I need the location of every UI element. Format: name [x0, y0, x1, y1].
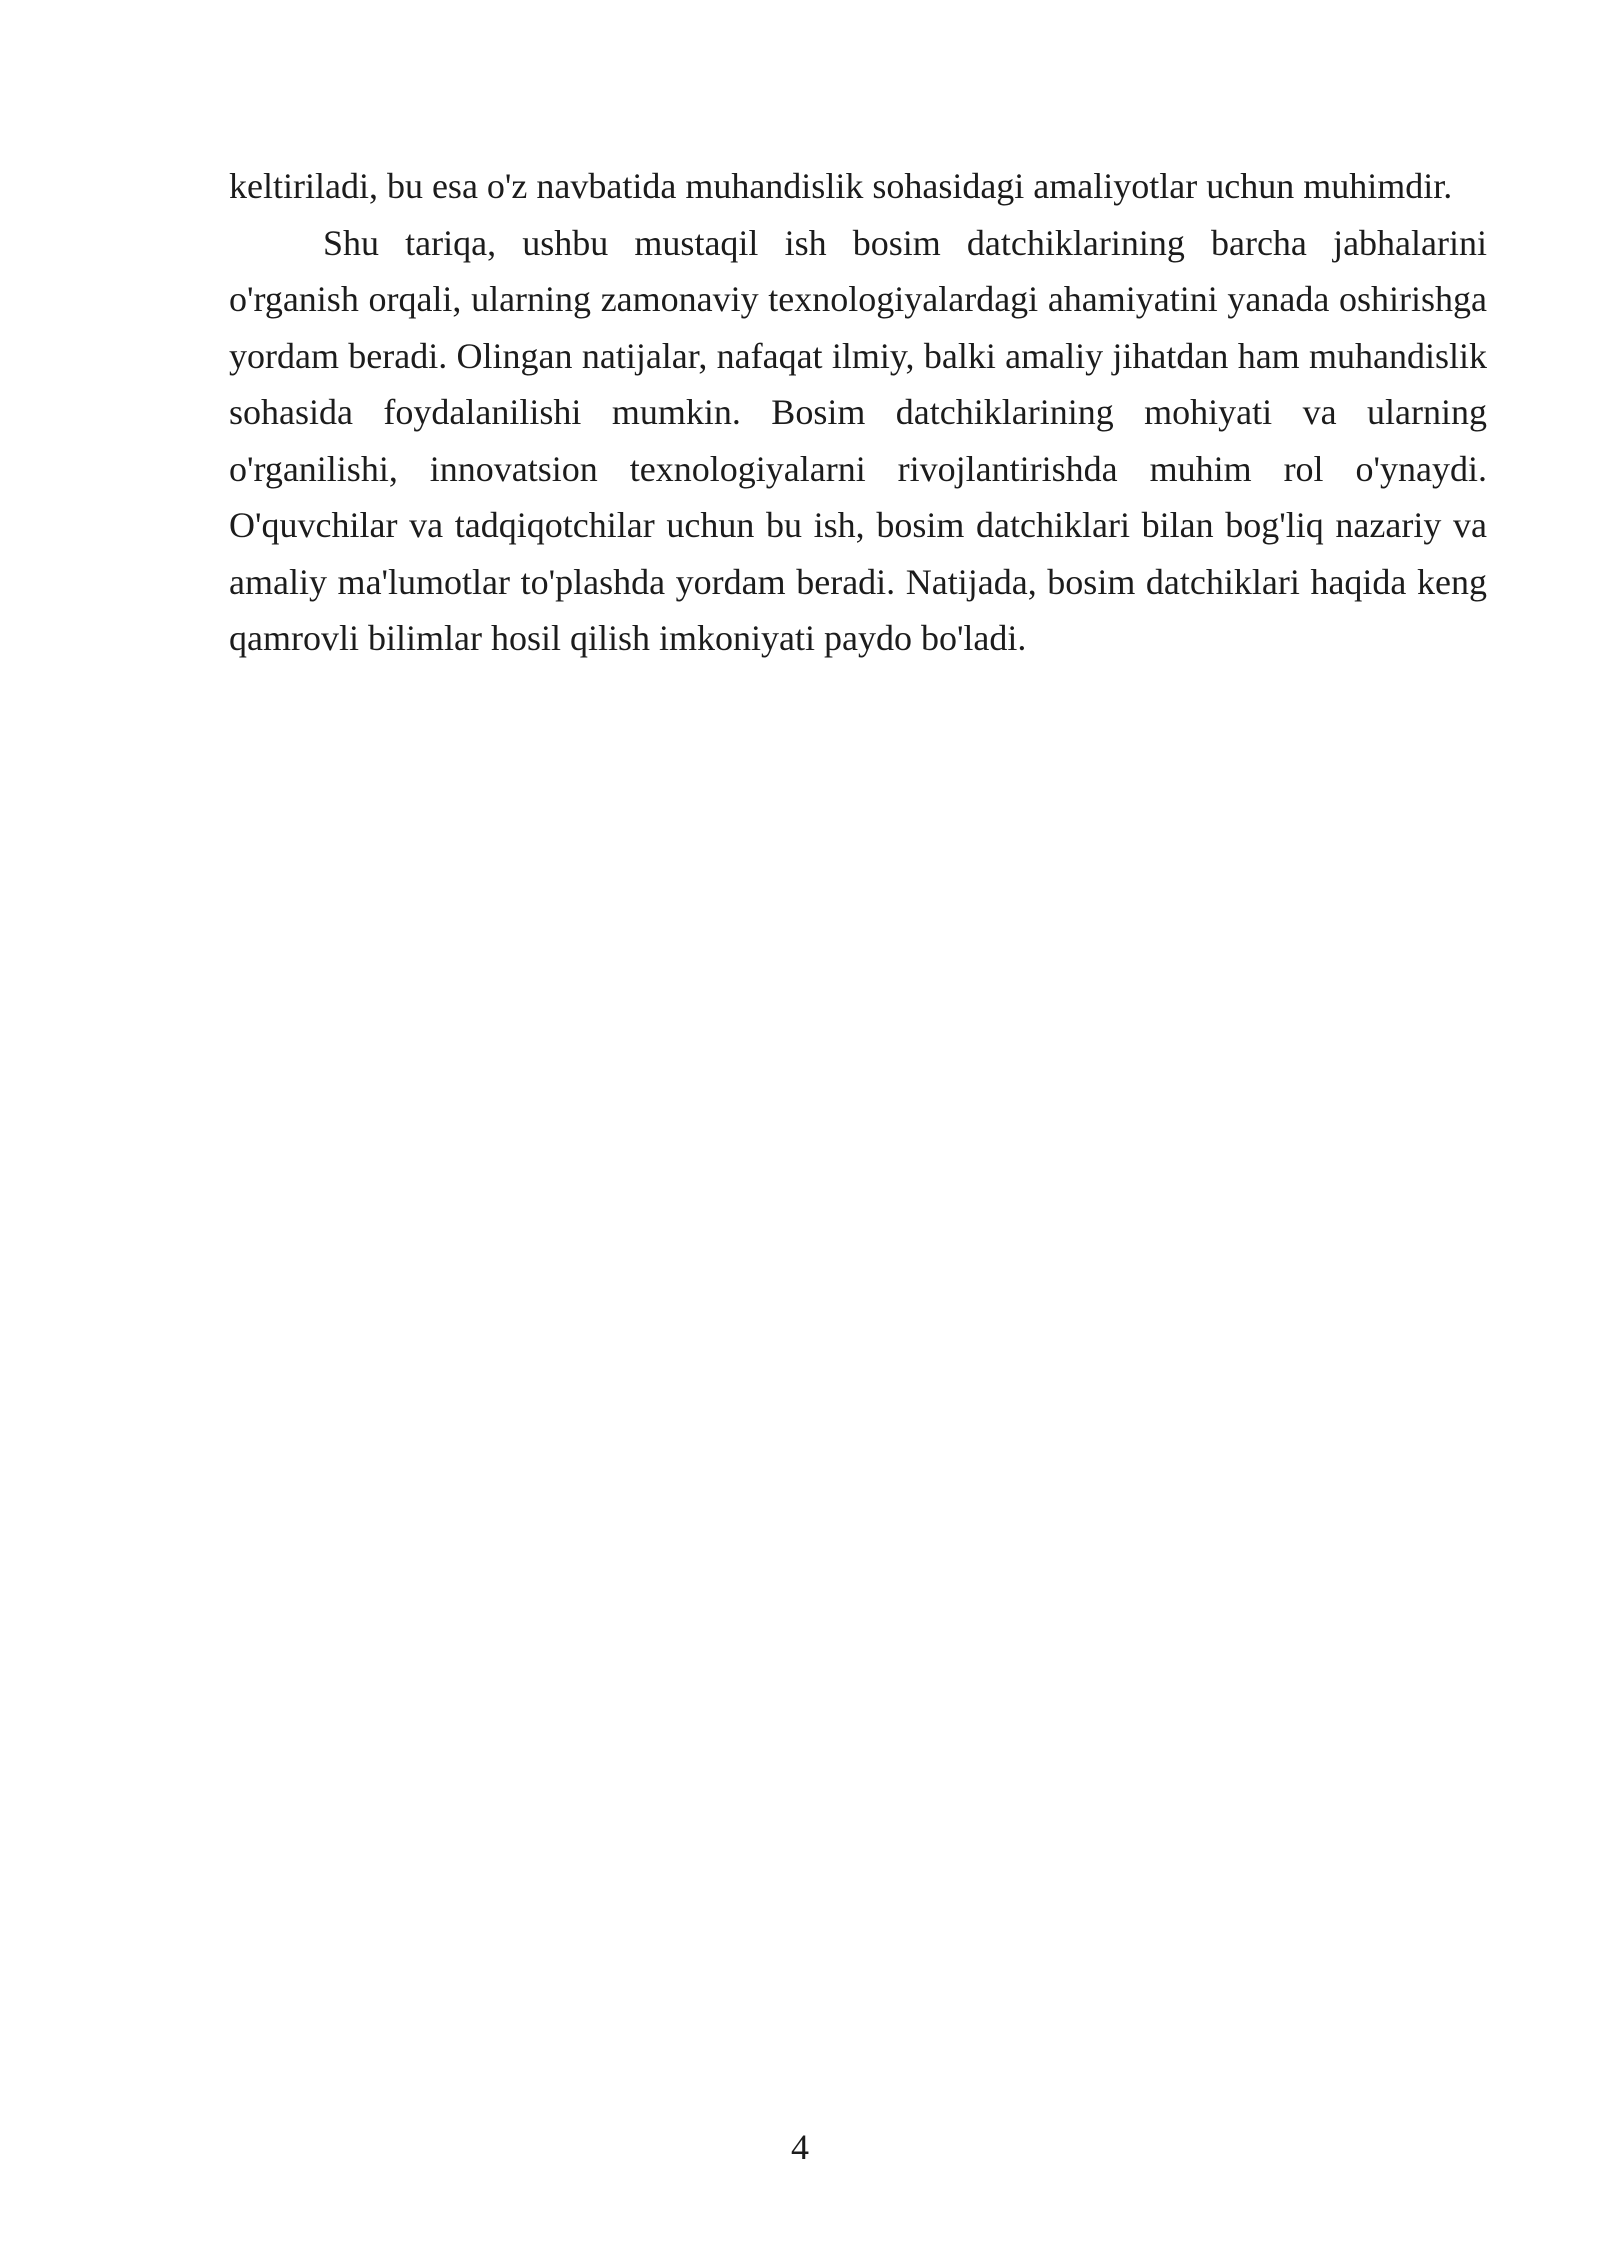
paragraph-conclusion: Shu tariqa, ushbu mustaqil ish bosim datchiklarining barcha jabhalarini o'rganish orqali, ularning zamonaviy texnologiyalardagi ahamiyatini yanada oshirishga yordam beradi. Olingan natijalar, nafaqat ilmiy, balki amaliy jihatdan ham muhandislik sohasida foydalanilishi mumkin. Bosim datchiklarining mohiyati va ularning o'rganilishi, innovatsion texnologiyalarni rivojlantirishda muhim rol o'ynaydi. O'quvchilar va tadqiqotchilar uchun bu ish, bosim datchiklari bilan bog'liq nazariy va amaliy ma'lumotlar to'plashda yordam beradi. Natijada, bosim datchiklari haqida keng qamrovli bilimlar hosil qilish imkoniyati paydo bo'ladi.	[229, 222, 1487, 658]
page-number: 4	[791, 2127, 809, 2167]
body-text	[229, 158, 1487, 667]
paragraph-continuation: keltiriladi, bu esa o'z navbatida muhandislik sohasidagi amaliyotlar uchun muhimdir.	[229, 166, 1453, 206]
